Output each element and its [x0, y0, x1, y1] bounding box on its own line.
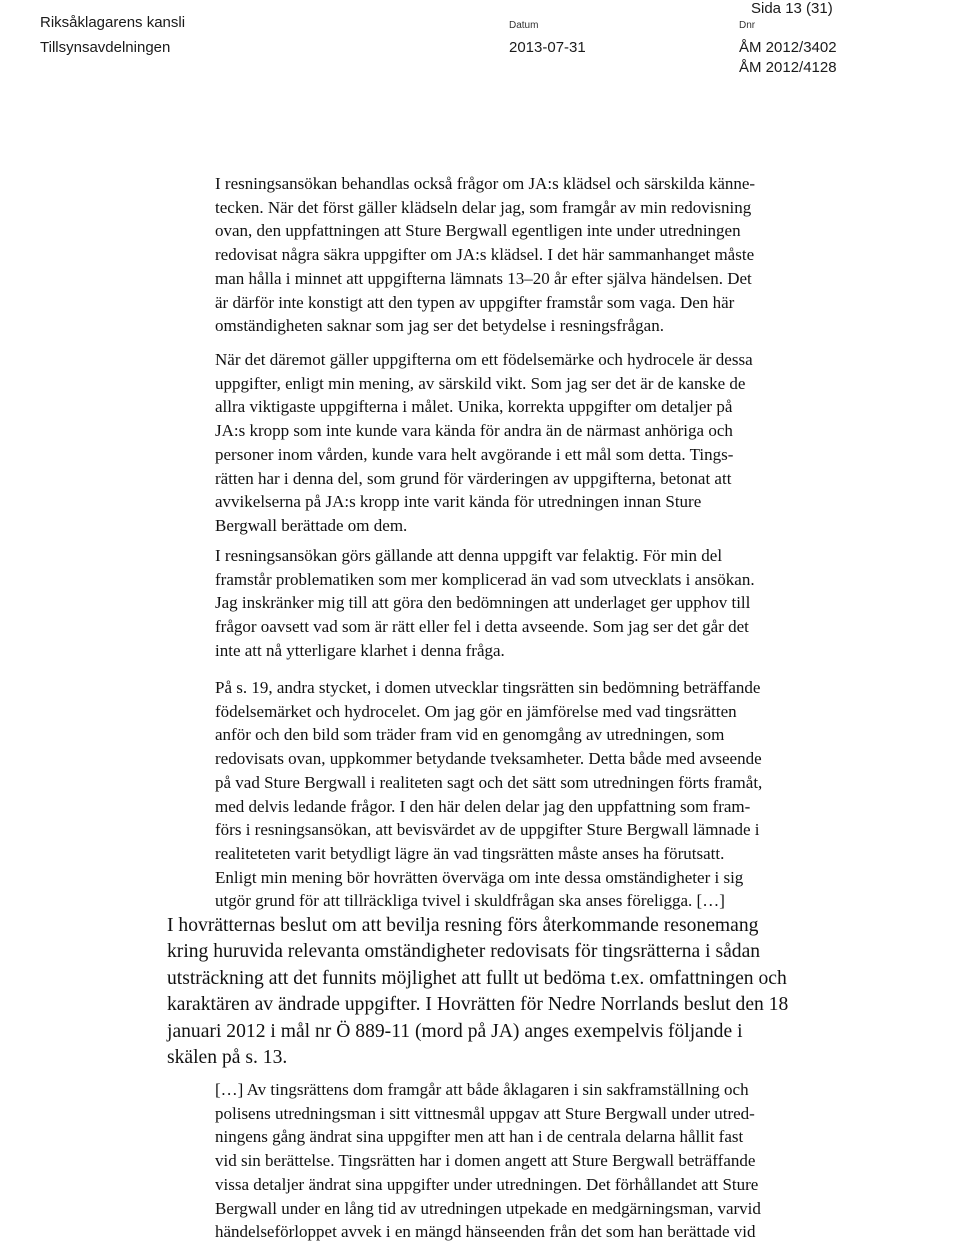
text-line: vid sin berättelse. Tingsrätten har i domen angett att Sture Bergwall beträffande: [215, 1151, 756, 1171]
text-line: I hovrätternas beslut om att bevilja resning förs återkommande resonemang: [167, 915, 759, 936]
text-line: redovisat några säkra uppgifter om JA:s klädsel. I det här sammanhanget måste: [215, 245, 755, 265]
dnr-value-2: ÅM 2012/4128: [739, 59, 837, 76]
text-line: utsträckning att det funnits möjlighet att fullt ut bedöma t.ex. omfattningen och: [167, 967, 787, 989]
text-line: Bergwall berättade om dem.: [215, 515, 408, 535]
text-line: förs i resningsansökan, att bevisvärdet av de uppgifter Sture Bergwall lämnade i: [215, 820, 760, 840]
quote-paragraph-3: [215, 544, 827, 663]
quote-paragraph-2: [215, 348, 827, 538]
quote-paragraph-4: [215, 676, 827, 913]
text-line: man hålla i minnet att uppgifterna lämnats 13–20 år efter själva händelsen. Det: [215, 268, 752, 288]
text-line: födelsemärket och hydrocelet. Om jag gör en jämförelse med vad tingsrätten: [215, 701, 737, 721]
text-line: tecken. När det först gäller klädseln delar jag, som framgår av min redovisning: [215, 197, 752, 217]
text-line: I resningsansökan görs gällande att denna uppgift var felaktig. För min del: [215, 546, 723, 565]
text-line: allra viktigaste uppgifterna i målet. Unika, korrekta uppgifter om detaljer på: [215, 397, 733, 417]
text-line: uppgifter, enligt min mening, av särskild vikt. Som jag ser det är de kanske de: [215, 373, 746, 393]
text-line: vissa detaljer ändrat sina uppgifter under utredningen. Det förhållandet att Sture: [215, 1174, 759, 1194]
text-line: omständigheten saknar som jag ser det betydelse i resningsfrågan.: [215, 316, 664, 336]
text-line: kring huruvida relevanta omständigheter redovisats för tingsrätterna i sådan: [167, 941, 761, 963]
organization-name: Riksåklagarens kansli: [40, 14, 186, 31]
text-line: realiteteten varit betydligt lägre än vad tingsrätten måste anses ha förutsatt.: [215, 843, 725, 863]
text-line: När det däremot gäller uppgifterna om ett födelsemärke och hydrocele är dessa: [215, 350, 753, 369]
text-line: polisens utredningsman i sitt vittnesmål uppgav att Sture Bergwall under utred-: [215, 1103, 755, 1123]
text-line: frågor oavsett vad som är rätt eller fel i detta avseende. Som jag ser det går det: [215, 617, 749, 637]
text-line: anför och den bild som träder fram vid en genomgång av utredningen, som: [215, 725, 725, 745]
text-line: utgör grund för att tillräckliga tvivel i skuldfrågan ska anses föreligga. […]: [215, 891, 725, 911]
text-line: Bergwall under en lång tid av utredningen utpekade en medgärningsman, varvid: [215, 1198, 761, 1218]
text-line: Enligt min mening bör hovrätten överväga om inte dessa omständigheter i sig: [215, 867, 744, 887]
body-paragraph: [167, 913, 839, 1071]
text-line: redovisats ovan, uppkommer betydande tveksamheter. Detta både med avseende: [215, 749, 762, 769]
text-line: januari 2012 i mål nr Ö 889-11 (mord på JA) anges exempelvis följande i: [167, 1020, 743, 1042]
date-label: Datum: [509, 20, 539, 31]
text-line: personer inom vården, kunde vara helt avgörande i ett mål som detta. Tings-: [215, 444, 734, 464]
text-line: avvikelserna på JA:s kropp inte varit kända för utredningen innan Sture: [215, 492, 702, 512]
text-line: JA:s kropp som inte kunde vara kända för andra än de närmast anhöriga och: [215, 421, 733, 441]
text-line: I resningsansökan behandlas också frågor om JA:s klädsel och särskilda känne-: [215, 174, 756, 193]
dnr-label: Dnr: [739, 20, 756, 31]
quote-paragraph-1: [215, 172, 827, 338]
text-line: är därför inte konstigt att den typen av uppgifter framstår som vaga. Den här: [215, 292, 735, 312]
text-line: karaktären av ändrade uppgifter. I Hovrätten för Nedre Norrlands beslut den 18: [167, 994, 789, 1016]
quote-paragraph-5: [215, 1078, 827, 1244]
text-line: ovan, den uppfattningen att Sture Bergwall egentligen inte under utredningen: [215, 221, 741, 241]
text-line: händelseförloppet avvek i en mängd hänseenden från det som han berättade vid: [215, 1222, 756, 1242]
page-number: Sida 13 (31): [751, 0, 833, 17]
text-line: ningens gång ändrat sina uppgifter men att han i de centrala delarna hållit fast: [215, 1127, 744, 1147]
text-line: […] Av tingsrättens dom framgår att både åklagaren i sin sakframställning och: [215, 1080, 749, 1099]
text-line: på vad Sture Bergwall i realiteten sagt och det sätt som utredningen förts framåt,: [215, 772, 763, 792]
text-line: inte att nå ytterligare klarhet i denna fråga.: [215, 640, 505, 660]
dnr-value-1: ÅM 2012/3402: [739, 39, 837, 56]
date-value: 2013-07-31: [509, 39, 586, 56]
text-line: På s. 19, andra stycket, i domen utvecklar tingsrätten sin bedömning beträffande: [215, 678, 761, 697]
department-name: Tillsynsavdelningen: [40, 39, 171, 56]
text-line: rätten har i denna del, som grund för värderingen av uppgifterna, betonat att: [215, 468, 732, 488]
text-line: med delvis ledande frågor. I den här delen delar jag den uppfattning som fram-: [215, 796, 751, 816]
text-line: framstår problematiken som mer komplicerad än vad som utvecklats i ansökan.: [215, 569, 755, 589]
text-line: skälen på s. 13.: [167, 1047, 288, 1069]
text-line: Jag inskränker mig till att göra den bedömningen att underlaget ger upphov till: [215, 593, 751, 613]
